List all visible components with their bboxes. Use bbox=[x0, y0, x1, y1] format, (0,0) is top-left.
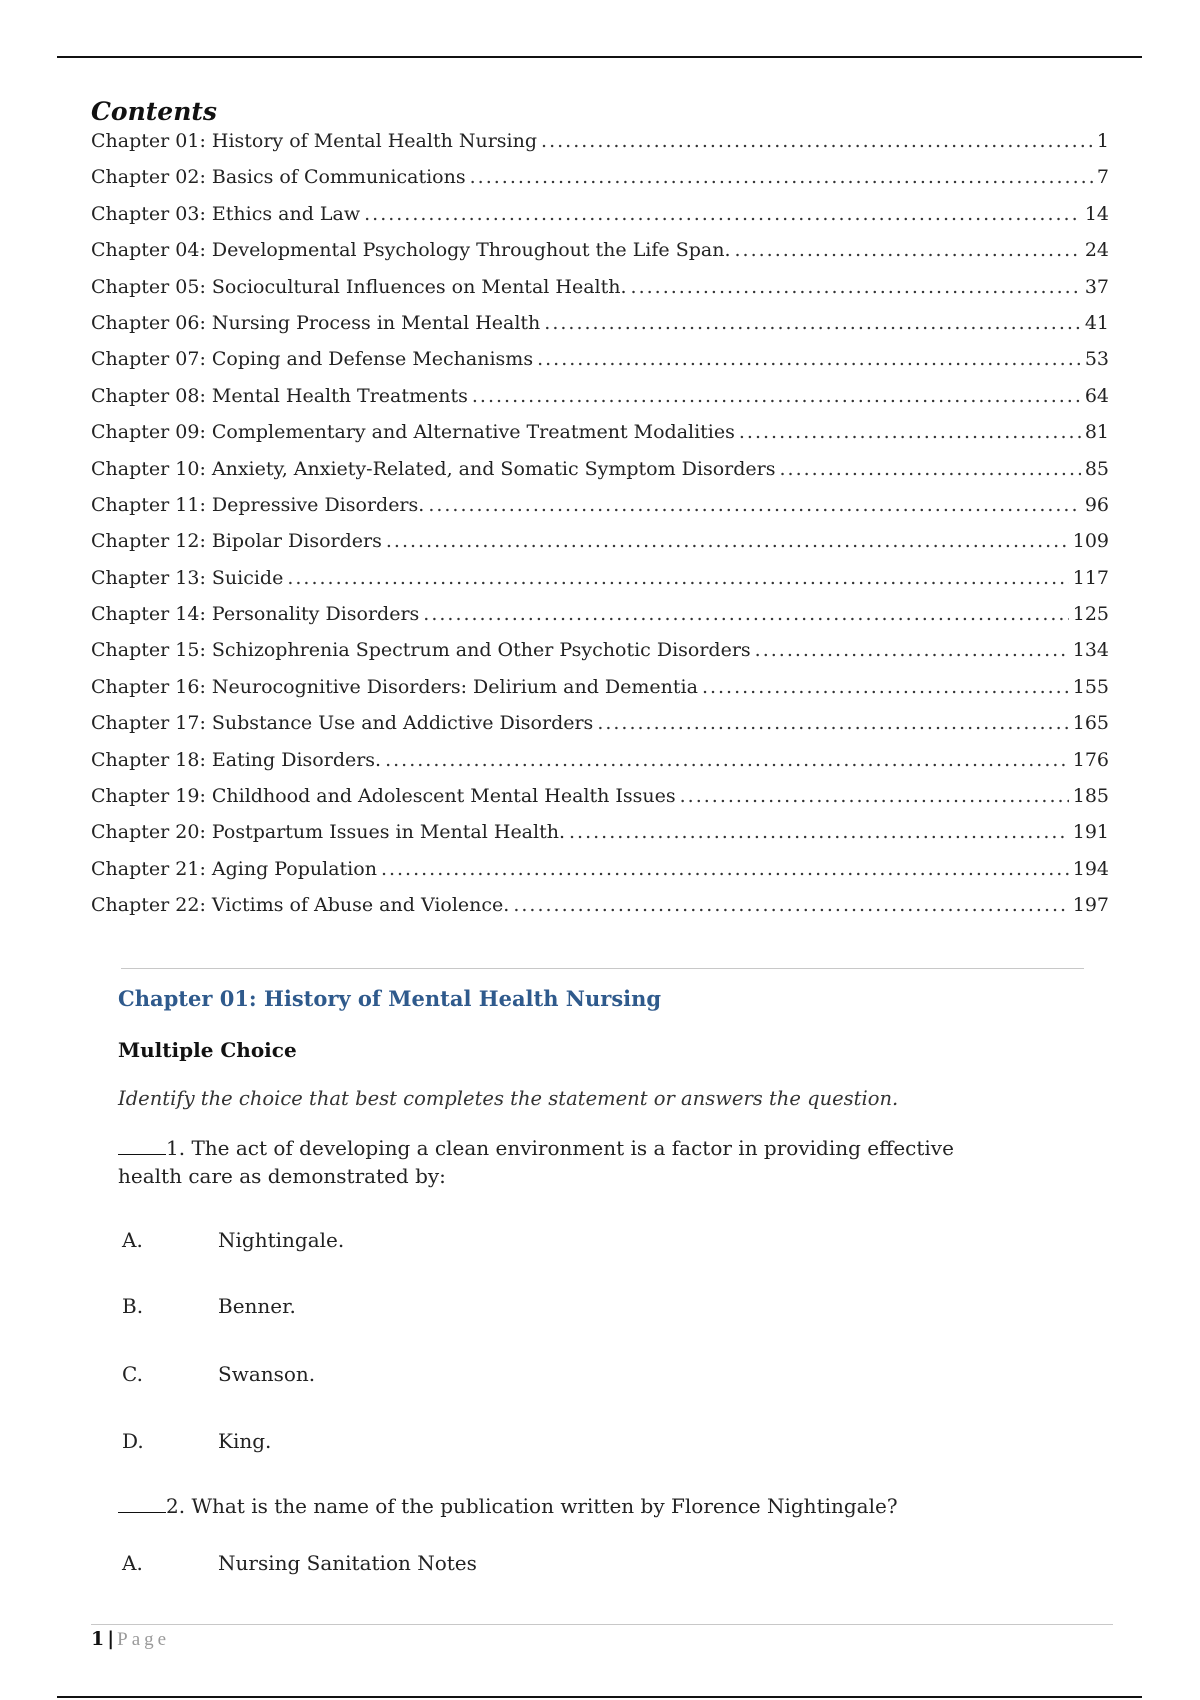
footer-separator: | bbox=[107, 1628, 115, 1650]
choice-letter: B. bbox=[122, 1294, 144, 1318]
toc-entry-page: 125 bbox=[1072, 603, 1109, 626]
toc-leader-dots bbox=[381, 858, 1069, 880]
toc-entry-label: Chapter 01: History of Mental Health Nursing bbox=[91, 130, 538, 152]
toc-leader-dots bbox=[470, 166, 1093, 188]
toc-entry[interactable] bbox=[91, 785, 1109, 821]
toc-entry-page: 1 bbox=[1096, 130, 1109, 152]
toc-leader-dots bbox=[569, 821, 1069, 843]
page-footer bbox=[91, 1628, 170, 1651]
page-number: 1 bbox=[91, 1628, 105, 1650]
toc-entry-page: 37 bbox=[1084, 275, 1109, 298]
toc-entry-page: 7 bbox=[1096, 166, 1109, 189]
question-text: 2. What is the name of the publication written by Florence Nightingale? bbox=[166, 1494, 898, 1518]
toc-entry[interactable] bbox=[91, 567, 1109, 603]
toc-entry[interactable] bbox=[91, 749, 1109, 785]
choice-b bbox=[122, 1294, 296, 1318]
toc-leader-dots bbox=[513, 894, 1068, 916]
toc-leader-dots bbox=[755, 639, 1069, 661]
toc-title: Contents bbox=[91, 97, 218, 126]
table-of-contents bbox=[91, 96, 1109, 931]
toc-entry-label: Chapter 03: Ethics and Law bbox=[91, 202, 361, 225]
choice-letter: A. bbox=[122, 1228, 143, 1252]
toc-entry-page: 191 bbox=[1072, 821, 1109, 844]
toc-entry-label: Chapter 17: Substance Use and Addictive Disorders bbox=[91, 712, 594, 735]
toc-leader-dots bbox=[735, 239, 1081, 261]
toc-entry[interactable] bbox=[91, 458, 1109, 494]
toc-leader-dots bbox=[386, 530, 1069, 552]
toc-entry[interactable] bbox=[91, 203, 1109, 239]
toc-list bbox=[91, 130, 1109, 931]
question-text: 1. The act of developing a clean environment is a factor in providing effective health care as demonstrated by: bbox=[118, 1136, 954, 1188]
choice-text: King. bbox=[218, 1429, 272, 1453]
toc-entry-label: Chapter 10: Anxiety, Anxiety-Related, and Somatic Symptom Disorders bbox=[91, 457, 776, 480]
toc-leader-dots bbox=[702, 676, 1069, 698]
answer-blank bbox=[118, 1492, 166, 1513]
choice-c bbox=[122, 1362, 315, 1386]
toc-leader-dots bbox=[780, 458, 1081, 480]
toc-leader-dots bbox=[631, 276, 1081, 298]
toc-entry[interactable] bbox=[91, 858, 1109, 894]
toc-entry-label: Chapter 16: Neurocognitive Disorders: Delirium and Dementia bbox=[91, 675, 698, 698]
choice-text: Nursing Sanitation Notes bbox=[218, 1551, 477, 1575]
toc-entry-label: Chapter 04: Developmental Psychology Throughout the Life Span. bbox=[91, 239, 731, 262]
choice-letter: A. bbox=[122, 1551, 143, 1575]
toc-entry-label: Chapter 19: Childhood and Adolescent Mental Health Issues bbox=[91, 785, 676, 808]
toc-entry-page: 165 bbox=[1072, 712, 1109, 735]
toc-leader-dots bbox=[364, 203, 1081, 225]
toc-entry-page: 134 bbox=[1072, 639, 1109, 662]
choice-letter: C. bbox=[122, 1362, 143, 1386]
section-divider bbox=[121, 968, 1084, 969]
toc-entry[interactable] bbox=[91, 712, 1109, 748]
toc-leader-dots bbox=[287, 567, 1068, 589]
toc-entry[interactable] bbox=[91, 494, 1109, 530]
toc-leader-dots bbox=[597, 712, 1068, 734]
toc-entry-label: Chapter 12: Bipolar Disorders bbox=[91, 530, 382, 553]
toc-leader-dots bbox=[428, 494, 1081, 516]
toc-entry[interactable] bbox=[91, 821, 1109, 857]
question-1 bbox=[118, 1134, 968, 1190]
page-label: Page bbox=[117, 1629, 171, 1650]
toc-entry-label: Chapter 20: Postpartum Issues in Mental Health. bbox=[91, 821, 565, 844]
toc-entry-label: Chapter 09: Complementary and Alternative Treatment Modalities bbox=[91, 421, 735, 444]
toc-leader-dots bbox=[537, 348, 1081, 370]
toc-entry-label: Chapter 11: Depressive Disorders. bbox=[91, 493, 425, 516]
toc-entry-page: 41 bbox=[1084, 311, 1109, 334]
toc-leader-dots bbox=[541, 130, 1093, 152]
toc-entry-page: 64 bbox=[1084, 384, 1109, 407]
toc-entry[interactable] bbox=[91, 421, 1109, 457]
toc-entry[interactable] bbox=[91, 676, 1109, 712]
toc-entry-label: Chapter 02: Basics of Communications bbox=[91, 166, 466, 189]
toc-entry-page: 85 bbox=[1084, 457, 1109, 480]
answer-blank bbox=[118, 1134, 166, 1155]
toc-entry[interactable] bbox=[91, 603, 1109, 639]
toc-entry-page: 81 bbox=[1084, 421, 1109, 444]
toc-entry[interactable] bbox=[91, 312, 1109, 348]
toc-entry-label: Chapter 15: Schizophrenia Spectrum and Other Psychotic Disorders bbox=[91, 639, 751, 662]
choice-a bbox=[122, 1228, 344, 1252]
toc-leader-dots bbox=[739, 421, 1081, 443]
toc-entry-label: Chapter 18: Eating Disorders. bbox=[91, 748, 382, 771]
toc-leader-dots bbox=[680, 785, 1069, 807]
toc-entry-label: Chapter 05: Sociocultural Influences on Mental Health. bbox=[91, 275, 627, 298]
toc-entry[interactable] bbox=[91, 239, 1109, 275]
toc-entry[interactable] bbox=[91, 276, 1109, 312]
toc-entry-page: 109 bbox=[1072, 530, 1109, 553]
toc-entry[interactable] bbox=[91, 166, 1109, 202]
toc-entry[interactable] bbox=[91, 639, 1109, 675]
toc-entry[interactable] bbox=[91, 130, 1109, 166]
choice-letter: D. bbox=[122, 1429, 144, 1453]
bottom-rule bbox=[57, 1696, 1142, 1698]
toc-entry-label: Chapter 14: Personality Disorders bbox=[91, 603, 420, 626]
toc-entry-label: Chapter 13: Suicide bbox=[91, 566, 284, 589]
toc-entry-page: 14 bbox=[1084, 202, 1109, 225]
toc-entry[interactable] bbox=[91, 385, 1109, 421]
toc-entry-page: 176 bbox=[1072, 748, 1109, 771]
choice-text: Benner. bbox=[218, 1294, 296, 1318]
toc-leader-dots bbox=[385, 749, 1069, 771]
toc-leader-dots bbox=[544, 312, 1081, 334]
footer-rule bbox=[91, 1624, 1113, 1625]
toc-entry-page: 24 bbox=[1084, 239, 1109, 262]
toc-entry-page: 185 bbox=[1072, 785, 1109, 808]
toc-entry-page: 53 bbox=[1084, 348, 1109, 371]
toc-entry-page: 96 bbox=[1084, 493, 1109, 516]
toc-entry-label: Chapter 22: Victims of Abuse and Violence. bbox=[91, 894, 510, 917]
choice-text: Swanson. bbox=[218, 1362, 316, 1386]
chapter-heading: Chapter 01: History of Mental Health Nursing bbox=[118, 986, 662, 1011]
toc-entry-label: Chapter 08: Mental Health Treatments bbox=[91, 384, 468, 407]
toc-leader-dots bbox=[423, 603, 1068, 625]
header-rule bbox=[57, 56, 1142, 58]
section-heading: Multiple Choice bbox=[118, 1038, 297, 1062]
choice-d bbox=[122, 1429, 271, 1453]
toc-entry-page: 155 bbox=[1072, 675, 1109, 698]
choice-text: Nightingale. bbox=[218, 1228, 345, 1252]
choice-a bbox=[122, 1551, 477, 1575]
toc-entry-label: Chapter 21: Aging Population bbox=[91, 857, 377, 880]
toc-entry-page: 194 bbox=[1072, 857, 1109, 880]
instructions-text: Identify the choice that best completes the statement or answers the question. bbox=[118, 1087, 899, 1110]
toc-entry[interactable] bbox=[91, 894, 1109, 930]
toc-entry-page: 197 bbox=[1072, 894, 1109, 917]
toc-entry-page: 117 bbox=[1072, 566, 1109, 589]
toc-entry[interactable] bbox=[91, 348, 1109, 384]
toc-entry[interactable] bbox=[91, 530, 1109, 566]
toc-entry-label: Chapter 07: Coping and Defense Mechanisms bbox=[91, 348, 534, 371]
question-2 bbox=[118, 1492, 968, 1520]
toc-entry-label: Chapter 06: Nursing Process in Mental Health bbox=[91, 311, 541, 334]
toc-leader-dots bbox=[472, 385, 1081, 407]
